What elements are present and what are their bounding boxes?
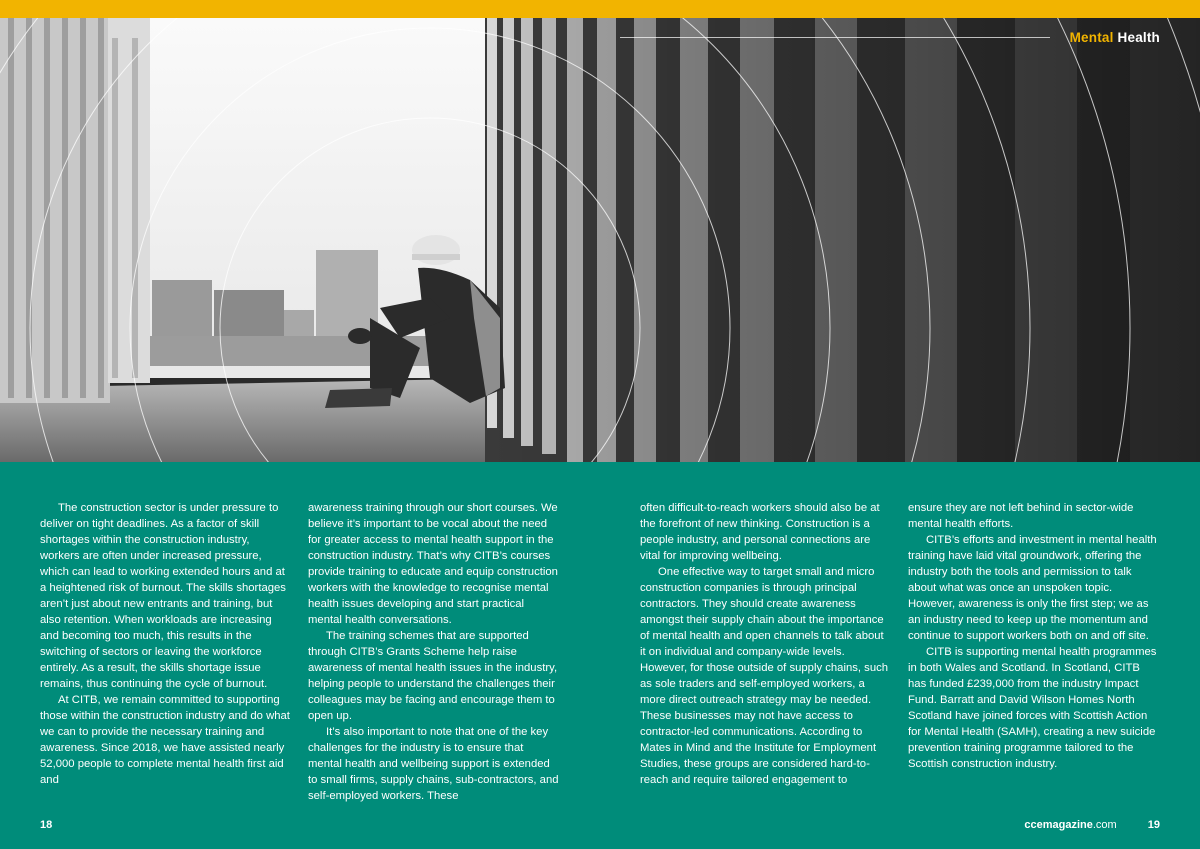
article-columns [40, 500, 1160, 810]
paragraph: The training schemes that are supported through CITB’s Grants Scheme help raise awareness of mental health issues in the industry, helping people to understand the challenges their colleagues may be facing and encourage them to open up. [308, 630, 558, 722]
photo-image-icon [0, 18, 1200, 462]
article-column-1 [40, 500, 292, 788]
section-label [1070, 30, 1160, 45]
hero-photo [0, 18, 1200, 462]
accent-top-bar [0, 0, 1200, 18]
page-number-left: 18 [40, 819, 53, 831]
paragraph: CITB’s efforts and investment in mental health training have laid vital groundwork, offering the industry both the tools and permission to talk about what was once an unspoken topic. However, awareness is only the first step; we as an industry need to keep up the momentum and continue to support workers both on and off site. [908, 534, 1157, 642]
paragraph: often difficult-to-reach workers should also be at the forefront of new thinking. Construction is a people industry, and personal connections are vital for improving wellbeing. [640, 502, 880, 562]
section-label-rest: Health [1117, 30, 1160, 45]
site-name-tld: .com [1092, 819, 1117, 831]
header-rule [620, 37, 1050, 38]
site-name-bold: ccemagazine [1024, 819, 1093, 831]
paragraph: It’s also important to note that one of the key challenges for the industry is to ensure that mental health and wellbeing support is extended to small firms, supply chains, sub-contractors, and self-employed workers. These [308, 726, 559, 802]
paragraph: CITB is supporting mental health programmes in both Wales and Scotland. In Scotland, CITB has funded £239,000 from the industry Impact Fund. Barratt and David Wilson Homes North Scotland have joined forces with Scottish Action for Mental Health (SAMH), creating a new suicide prevention training programme tailored to the Scottish construction industry. [908, 646, 1157, 770]
site-name[interactable] [1024, 819, 1116, 831]
paragraph: At CITB, we remain committed to supporting those within the construction industry and do what we can to provide the necessary training and awareness. Since 2018, we have assisted nearly 52,000 people to complete mental health first aid and [40, 694, 290, 786]
paragraph: ensure they are not left behind in sector-wide mental health efforts. [908, 502, 1134, 530]
article-column-2 [308, 500, 560, 804]
paragraph: The construction sector is under pressure to deliver on tight deadlines. As a factor of skill shortages within the construction industry, workers are often under increased pressure, which can lead to working extended hours and at a heightened risk of burnout. The skills shortages aren’t just about new entrants and training, but also retention. When workloads are increasing and becoming too much, this results in the switching of sectors or leaving the workforce entirely. As a result, the skills shortage issue remains, thus continuing the cycle of burnout. [40, 502, 286, 690]
section-label-accent: Mental [1069, 30, 1114, 45]
paragraph: One effective way to target small and micro construction companies is through principal contractors. They should create awareness amongst their supply chain about the importance of mental health and open channels to talk about it on individual and company-wide levels. However, for those outside of supply chains, such as sole traders and self-employed workers, a more direct outreach strategy may be needed. These businesses may not have access to contractor-led communications. According to Mates in Mind and the Institute for Employment Studies, these groups are considered hard-to-reach and require tailored engagement to [640, 566, 889, 786]
footer-right [1024, 819, 1160, 831]
article-column-4 [908, 500, 1160, 772]
article-column-3 [640, 500, 892, 788]
paragraph: awareness training through our short courses. We believe it’s important to be vocal about the need for greater access to mental health support in the construction industry. That’s why CITB’s courses provide training to educate and equip construction workers with the knowledge to recognise mental health issues developing and start practical mental health conversations. [308, 502, 558, 626]
page-number-right: 19 [1147, 819, 1160, 831]
